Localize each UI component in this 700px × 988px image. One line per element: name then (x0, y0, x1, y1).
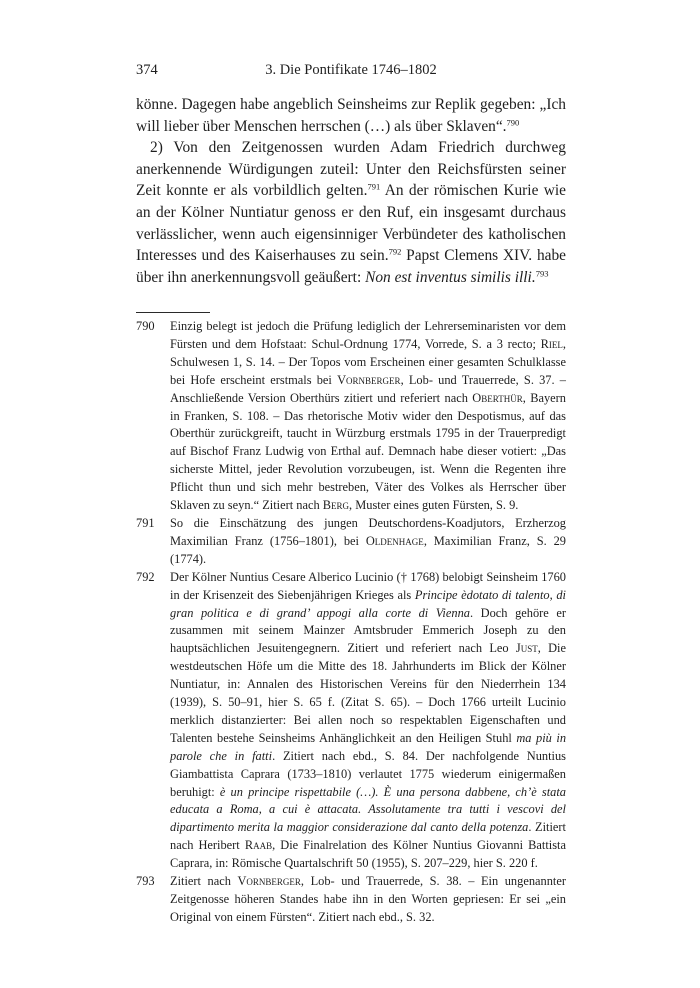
footnote-number: 790 (136, 319, 155, 333)
footnote-number: 792 (136, 569, 155, 584)
footnote-number: 793 (136, 874, 155, 889)
footnote-792: 792 Der Kölner Nuntius Cesare Alberico Lucinio († 1768) belobigt Seinsheim 1760 in der Krisenzeit des Siebenjährigen Krieges als Principe èdotato di talento, di gran politica e di grand’ appogi alla corte di Vienna. Doch gehöre er zusammen mit seinem Mainzer Amtsbruder Emmerich Joseph zu den hauptsächlichen Jesuitengegnern. Zitiert und referiert nach Leo Just, Die westdeutschen Höfe um die Mitte des 18. Jahrhunderts im Blick der Kölner Nuntiatur, in: Annalen des Historischen Vereins für den Niederrhein 134 (1939), S. 50–91, hier S. 65 f. (Zitat S. 65). – Doch 1766 urteilt Lucinio merklich distanzierter: Bei allen noch so respektablen Eigenschaften und Talenten bestehe Seinsheims Anhänglichkeit an den Heiligen Stuhl ma più in parole che in fatti. Zitiert nach ebd., S. 84. Der nachfolgende Nuntius Giambattista Caprara (1733–1810) verlautet 1775 wiederum einigermaßen beruhigt: è un principe rispettabile (…). È una persona dabbene, ch’è stata educata a Roma, a cui è attacata. Assolutamente tra tutti i vescovi del dipartimento merita la maggior considerazione dal canto della potenza. Zitiert nach Heribert Raab, Die Finalrelation des Kölner Nuntius Giovanni Battista Caprara, in: Römische Quartalschrift 50 (1955), S. 207–229, hier S. 220 f. (136, 569, 567, 871)
footnote-ref-792[interactable]: 792 (388, 246, 402, 257)
footnote-number: 791 (136, 515, 155, 530)
body-text (136, 94, 566, 288)
latin-quote: Non est inventus similis illi. (365, 268, 536, 286)
paragraph-1: könne. Dagegen habe angeblich Seinsheims zur Replik gegeben: „Ich will lieber über Menschen herrschen (…) als über Sklaven“.$^{790}$ (136, 96, 566, 135)
running-title: 3. Die Pontifikate 1746–1802 (265, 62, 437, 78)
footnote-793: 793 Zitiert nach Vornberger, Lob- und Trauerrede, S. 38. – Ein ungenannter Zeitgenosse höheren Standes habe ihn in den Worten gepriesen: Er sei „ein Original von einem Fürsten“. Zitiert nach ebd., S. 32. (136, 874, 566, 924)
page-number: 374 (136, 62, 158, 78)
footnote-ref-790[interactable]: 790 (506, 117, 520, 128)
footnote-790: 790 Einzig belegt ist jedoch die Prüfung lediglich der Lehrerseminaristen vor dem Fürsten und dem Hofstaat: Schul-Ordnung 1774, Vorrede, S. a 3 recto; Riel, Schulwesen 1, S. 14. – Der Topos vom Erscheinen einer gesamten Schulklasse bei Hofe erscheint erstmals bei Vornberger, Lob- und Trauerrede, S. 37. – Anschließende Version Oberthürs zitiert und referiert nach Oberthür, Bayern in Franken, S. 108. – Das rhetorische Motiv wider den Despotismus, auf das Oberthür zurückgreift, taucht in Würzburg erstmals 1795 in der Trauerpredigt auf Bischof Franz Ludwig von Erthal auf. Demnach habe dieser votiert: „Das sicherste Mittel, jeder Revolution vorzubeugen, ist. Wenn die Regenten ihre Pflicht thun und sich mehr bestreben, Väter des Volkes als Herrscher über Sklaven zu seyn.“ Zitiert nach Berg, Muster eines guten Fürsten, S. 9. (136, 319, 567, 513)
paragraph-2: 2) Von den Zeitgenossen wurden Adam Friedrich durchweg anerkennende Würdigungen zuteil: Unter den Reichsfürsten seiner Zeit konnte er als vorbildlich gelten.$^{791}$ An der römischen Kurie wie an der Kölner Nuntiatur genoss er den Ruf, ein insgesamt durchaus verlässlicher, wenn auch eigensinniger Verbündeter des katholischen Interesses und des Kaiserhauses zu sein.$^{792}$ Papst Clemens XIV. habe über ihn anerkennungsvoll geäußert: Non est inventus similis illi.$^{793}$ (136, 139, 567, 286)
footnote-ref-793[interactable]: 793 (535, 268, 549, 279)
page-header (136, 62, 566, 82)
footnote-791: 791 So die Einschätzung des jungen Deutschordens-Koadjutors, Erzherzog Maximilian Franz (1756–1801), bei Oldenhage, Maximilian Franz, S. 29 (1774). (136, 515, 566, 566)
footnote-separator (136, 312, 210, 313)
footnotes (136, 318, 566, 927)
footnote-ref-791[interactable]: 791 (367, 181, 381, 192)
